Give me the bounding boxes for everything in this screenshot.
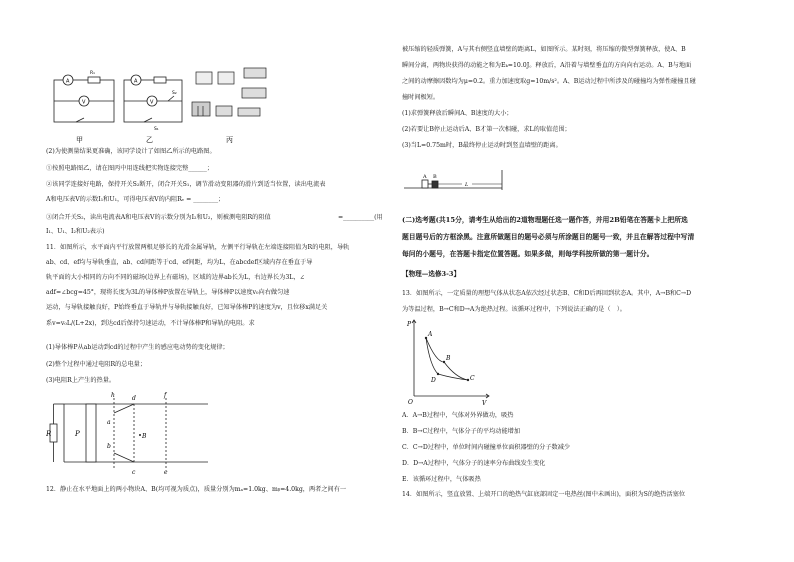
figure-yi-label: 乙 <box>146 136 153 144</box>
ammeter-label-2: A <box>134 78 138 85</box>
q13-option-C: C．C→D过程中，单位时间内碰撞单位面积器壁的分子数减少 <box>402 444 571 451</box>
axis-p-label: P <box>407 321 412 328</box>
q10-part2-step3-answer: =__________(用 <box>338 214 383 221</box>
pv-diagram <box>404 316 494 406</box>
block-B-label: B <box>433 174 437 180</box>
q14-line1: 14．如图所示，竖直放置、上端开口的绝热气缸底部固定一电热丝(图中未画出)，面积为S的绝热活塞位 <box>402 491 685 498</box>
voltmeter-label-2: V <box>150 99 154 106</box>
voltmeter-label: V <box>82 99 86 106</box>
circuit-jia <box>54 75 114 122</box>
elective-instructions-line2: 题目题号后的方框涂黑。注意所做题目的题号必须与所涂题目的题号一致，并且在解答过程中写清 <box>402 233 695 241</box>
fig-label-a: a <box>107 419 111 426</box>
fig-label-B: B <box>142 433 147 440</box>
fig-label-f: f <box>164 392 167 399</box>
resistor-label: R₁ <box>90 71 95 76</box>
q11-sub1: (1)导体棒P从ab运动到cd的过程中产生的感应电动势的变化规律； <box>46 344 229 351</box>
q11-line6: 系v=v₀L/(L+2x)，到达cd后保持匀速运动，不计导体棒P和导轨的电阻。求 <box>46 320 255 327</box>
q13-line1: 13．如图所示，一定质量的理想气体从状态A依次经过状态B、C和D后再回到状态A。其中，A→B和C→D <box>402 290 692 297</box>
q11-line5: 运动，与导轨接触良好，P始终垂直于导轨并与导轨接触良好，已知导体棒P的速度为v，且位移x满足关 <box>46 304 328 311</box>
q12-line1: 12．静止在水平地面上的两小物块A、B(均可视为质点)，质量分别为mₐ=1.0kg、mᵦ=4.0kg，两者之间有一 <box>46 486 347 493</box>
q10-part2-step3-note: I₁、U₁、I₂和U₂表示) <box>46 228 105 235</box>
elective-instructions-line1: (二)选考题(共15分，请考生从给出的2道物理题任选一题作答，并用2B铅笔在答题卡上把所选 <box>402 216 688 224</box>
axis-v-label: V <box>482 400 487 406</box>
fig-label-e: e <box>164 469 168 476</box>
q12-sub1: (1)求弹簧释放后瞬间A、B速度的大小； <box>402 110 513 117</box>
block-A-label: A <box>423 174 427 180</box>
circuit-yi <box>124 75 182 122</box>
q11-line2: ab、cd、ef均与导轨垂直，ab、cd间距等于cd、ef间距，均为L，在abcdef区域内存在垂直于导 <box>46 259 313 266</box>
q10-part2-step2b: A和电压表V的示数I₁和U₁，可得电压表V的内阻Rᵥ = ________； <box>46 196 225 203</box>
q12-sub3: (3)当L=0.75m时，B最终停止运动时到竖直墙壁的距离。 <box>402 142 562 149</box>
q10-part2-title: (2)为使测量结果更准确，该同学设计了如图乙所示的电路图。 <box>46 148 216 155</box>
q10-part2-step1: ①按照电路图乙，请在图丙中用连线把实物连接完整______； <box>46 165 214 172</box>
circuit-figures <box>46 58 276 146</box>
figure-bing-label: 丙 <box>226 136 233 144</box>
fig-label-h: h <box>111 392 115 399</box>
fig-label-R: R <box>46 430 52 438</box>
q12-cont-line2: 瞬间分离，两物块获得的动能之和为Eₖ=10.0J。释放后，A沿着与墙壁垂直的方向向右运动。A、B与地面 <box>402 62 692 69</box>
q12-cont-line4: 撞时间极短。 <box>402 94 440 101</box>
q13-option-E: E．该循环过程中，气体吸热 <box>402 476 481 483</box>
state-A-label: A <box>428 331 433 338</box>
rail-field-figure <box>46 390 226 478</box>
q11-line1: 11．如图所示，水平面内平行放置两根足够长的光滑金属导轨，左侧平行导轨在左端连接阻值为R的电阻，导轨 <box>46 244 350 251</box>
switch-s1-label: S₁ <box>154 127 159 132</box>
fig-label-P: P <box>75 430 80 438</box>
q10-part2-step3: ③闭合开关S₂，读出电流表A和电压表V的示数分别为I₂和U₂，则被测电阻R的阻值 <box>46 214 271 221</box>
ammeter-label: A <box>66 78 70 85</box>
q13-option-D: D．D→A过程中，气体分子的速率分布曲线发生变化 <box>402 460 546 467</box>
q13-option-B: B．B→C过程中，气体分子的平均动能增加 <box>402 428 521 435</box>
fig-label-b: b <box>107 443 111 450</box>
apparatus-bing <box>192 68 266 116</box>
state-C-label: C <box>470 375 475 382</box>
state-D-label: D <box>431 377 436 384</box>
switch-s2-label: S₂ <box>172 91 177 96</box>
q11-sub3: (3)电阻R上产生的热量。 <box>46 377 116 384</box>
q11-sub2: (2)整个过程中通过电阻R的总电量； <box>46 361 147 368</box>
q12-sub2: (2)若要让B停止运动后A、B才第一次相碰，求L的取值范围； <box>402 126 571 133</box>
fig-label-c: c <box>132 469 136 476</box>
q13-line2: 为等温过程，B→C和D→A为绝热过程。该循环过程中，下列说法正确的是（ ）。 <box>402 306 626 313</box>
block-wall-figure <box>402 166 512 198</box>
q12-cont-line1: 被压缩的轻质弹簧，A与其右侧竖直墙壁的距离L，如图所示。某时刻，将压缩的微型弹簧释放，使A、B <box>402 46 686 53</box>
elective-instructions-line3: 每问的小题号，在答题卡指定位置答题。如果多做，则每学科按所做的第一题计分。 <box>402 250 654 258</box>
q12-cont-line3: 之间的动摩擦因数均为μ=0.2。重力加速度取g=10m/s²。A、B运动过程中所涉及的碰撞均为弹性碰撞且碰 <box>402 78 696 85</box>
state-B-label: B <box>446 355 451 362</box>
q10-part2-step2: ②该同学连接好电路，保持开关S₂断开，闭合开关S₁，调节滑动变阻器的滑片到适当位置，读出电流表 <box>46 181 326 188</box>
q13-option-A: A．A→B过程中，气体对外界做功，吸热 <box>402 412 514 419</box>
elective-heading: 【物理—选修3-3】 <box>402 270 461 278</box>
fig-label-d: d <box>132 395 136 402</box>
q11-line4: adf=∠bcg=45°，现将长度为3L的导体棒P放置在导轨上，导体棒P以速度v₀向右做匀速 <box>46 289 290 296</box>
q11-line3: 轨平面的大小相同的方向不同的磁场(边界上有磁场)，区域的边界ab长为L，右边界长为3L，∠ <box>46 274 305 281</box>
figure-jia-label: 甲 <box>76 136 83 144</box>
origin-label: O <box>408 399 413 406</box>
distance-L-label: L <box>465 182 469 188</box>
